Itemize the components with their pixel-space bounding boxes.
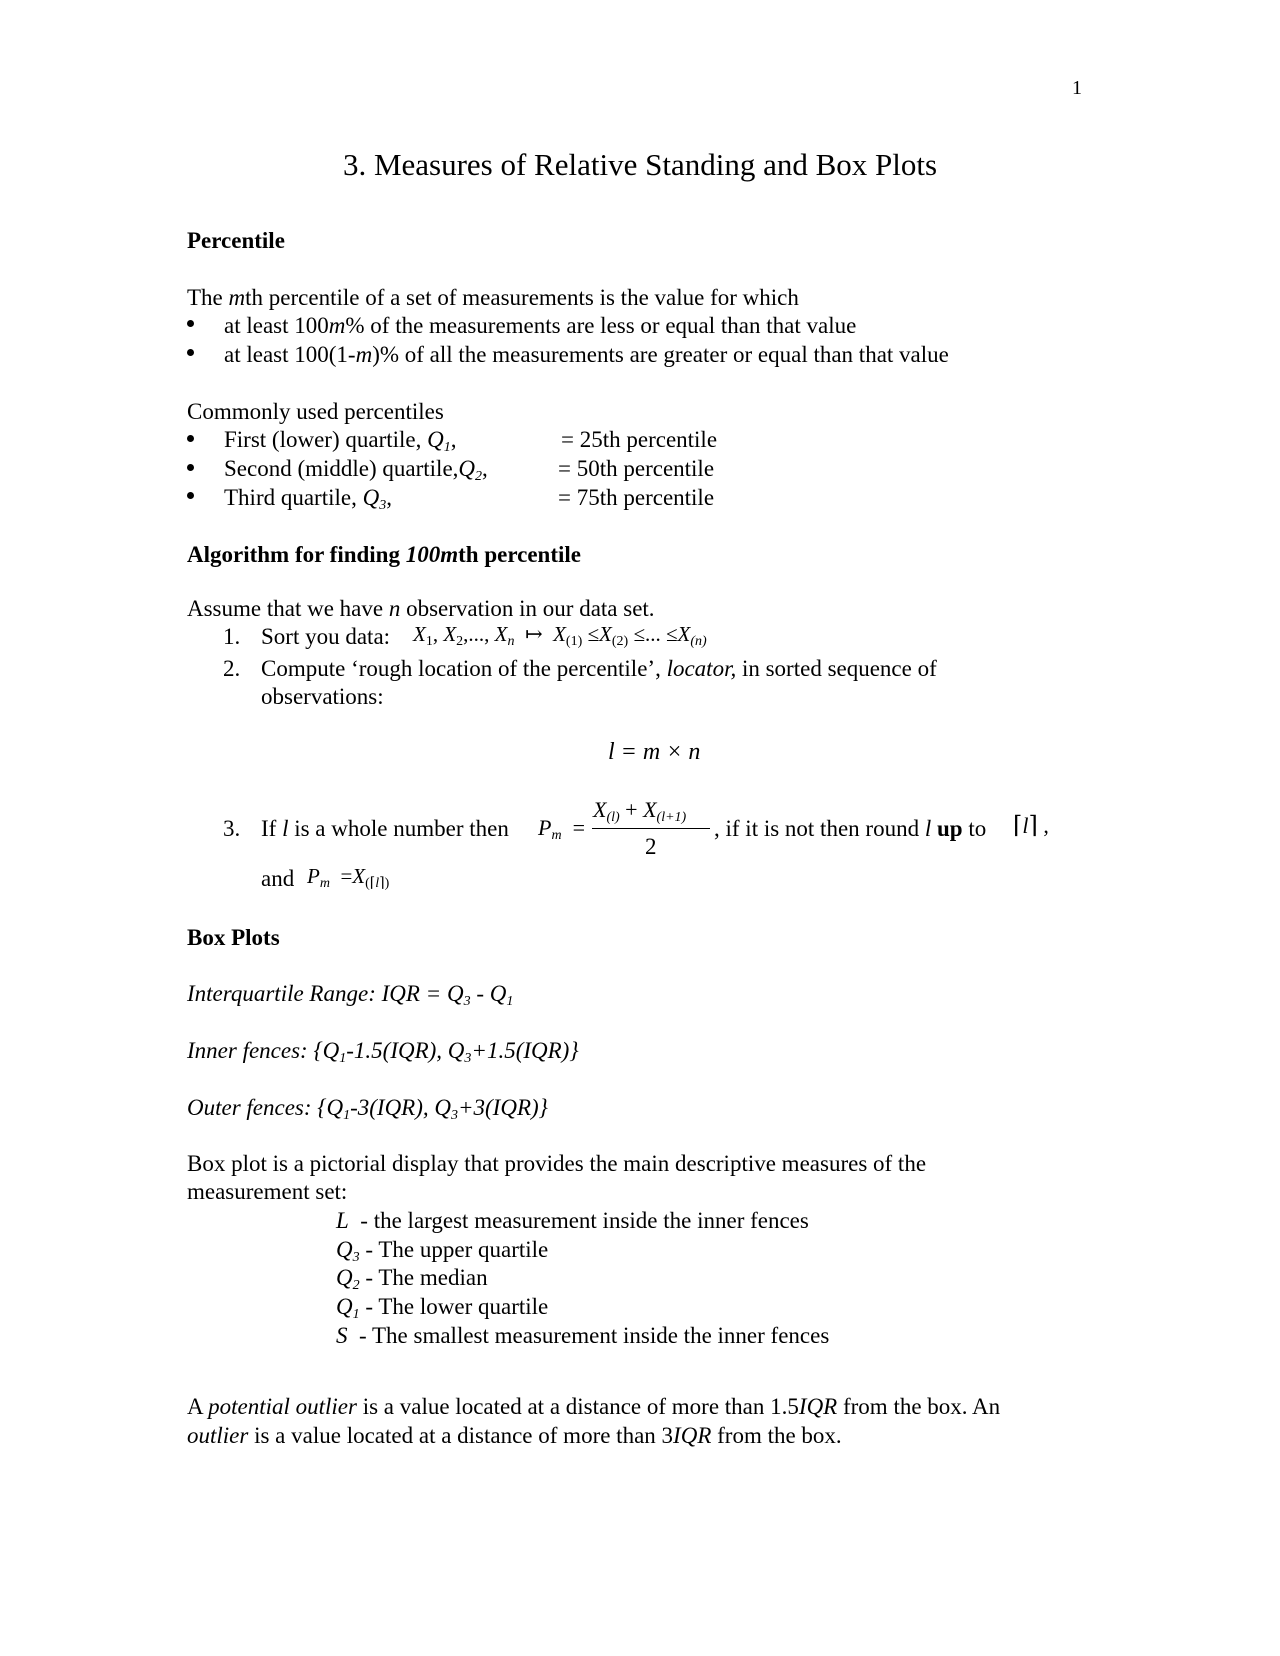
- bullet-icon: [187, 349, 194, 356]
- outer-fences: Outer fences: {$Q_1-3(IQR)$, $Q_3+3(IQR)$}: [187, 1095, 548, 1123]
- step-3-number: 3.: [223, 816, 241, 841]
- pm-symbol: $P_m$ =: [538, 815, 585, 843]
- step-2-text-cont: observations:: [261, 684, 384, 709]
- quartile-2-label: Second (middle) $quartile,Q_2$,: [224, 456, 488, 484]
- sort-formula: X1, X2,..., $X_n$ ↦ X(1) ≤X(2) ≤... $\le X_{(n)}$: [413, 622, 707, 649]
- percentile-definition: The mth percentile of a set of measurements is the value for which: [187, 285, 799, 310]
- boxplot-description-cont: measurement set:: [187, 1179, 348, 1204]
- ceiling-l: ⌈l⌉ ,: [1013, 813, 1049, 839]
- quartile-1-label: First (lower) quartile, $Q_1$,: [224, 427, 457, 455]
- percentile-bullet-1: at least 100m% of the measurements are less or equal than that value: [224, 313, 857, 338]
- step-1-number: 1.: [223, 624, 241, 649]
- boxplot-description: Box plot is a pictorial display that provides the main descriptive measures of the: [187, 1151, 927, 1176]
- step-3-text-cont: , if it is not then round l up to: [714, 816, 987, 841]
- measure-upper-quartile: $Q_3$ - The upper quartile: [336, 1237, 549, 1265]
- bullet-icon: [187, 492, 194, 499]
- bullet-icon: [187, 464, 194, 471]
- potential-outlier-definition: A potential outlier is a value located at a distance of more than 1.5IQR from the box. An: [187, 1394, 1001, 1419]
- step-3-text: If l is a whole number then: [261, 816, 509, 841]
- step-3-and: and: [261, 866, 295, 891]
- algorithm-assumption: Assume that we have n observation in our data set.: [187, 596, 655, 621]
- measure-lower-quartile: $Q_1$ - The lower quartile: [336, 1294, 549, 1322]
- quartile-3-value: = 75th percentile: [558, 485, 715, 510]
- fraction-numerator: $X_{(l)} + X_{(l+1)}$: [593, 797, 687, 825]
- measure-smallest: S - The smallest measurement inside the inner fences: [336, 1323, 830, 1348]
- algorithm-heading: Algorithm for finding 100mth percentile: [187, 542, 581, 567]
- quartile-1-value: = 25th percentile: [561, 427, 718, 452]
- fraction-denominator: 2: [645, 834, 657, 859]
- page-number: 1: [1072, 77, 1082, 99]
- inner-fences: Inner fences: {$Q_1-1.5(IQR)$, $Q_3+1.5(IQR)$}: [187, 1038, 579, 1066]
- iqr-definition: Interquartile Range: IQR = $Q_3 - Q_1$: [187, 981, 514, 1009]
- quartile-3-label: Third quartile, $Q_3$,: [224, 485, 392, 513]
- percentile-heading: Percentile: [187, 228, 285, 253]
- outlier-definition: outlier is a value located at a distance of more than 3IQR from the box.: [187, 1423, 842, 1448]
- step-1-text: Sort you data:: [261, 624, 391, 649]
- step-2-text: Compute ‘rough location of the percentile’, locator, in sorted sequence of: [261, 656, 937, 681]
- measure-largest: L - the largest measurement inside the inner fences: [336, 1208, 809, 1233]
- boxplots-heading: Box Plots: [187, 925, 280, 950]
- common-percentiles-heading: Commonly used percentiles: [187, 399, 444, 424]
- bullet-icon: [187, 320, 194, 327]
- locator-formula: l = m × n: [608, 739, 701, 765]
- measure-median: $Q_2$ - The median: [336, 1265, 488, 1293]
- fraction-line: [592, 828, 710, 829]
- quartile-2-value: = 50th percentile: [558, 456, 715, 481]
- percentile-bullet-2: at least 100(1-m)% of all the measurements are greater or equal than that value: [224, 342, 949, 367]
- pm-ceiling-formula: $P_m$ =X(⌈l⌉): [307, 864, 390, 891]
- bullet-icon: [187, 435, 194, 442]
- step-2-number: 2.: [223, 656, 241, 681]
- page-title: 3. Measures of Relative Standing and Box Plots: [342, 147, 938, 182]
